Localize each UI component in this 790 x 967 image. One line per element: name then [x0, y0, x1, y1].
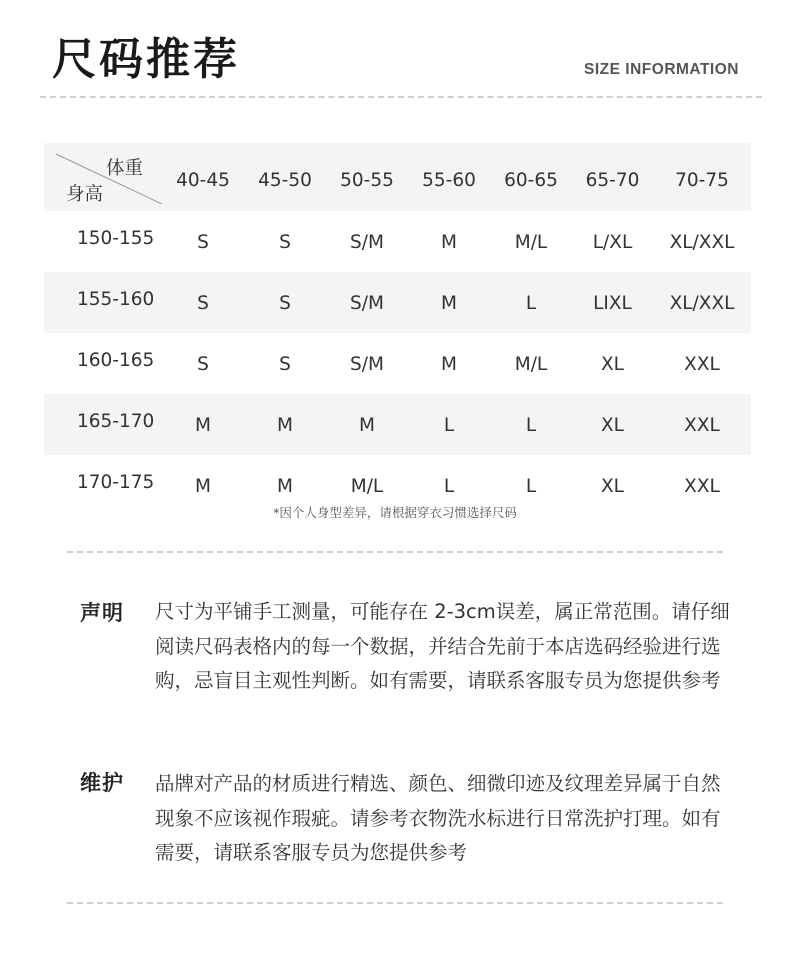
size-cell: L: [443, 476, 455, 497]
divider-bottom: [67, 902, 723, 904]
size-cell: S: [197, 354, 209, 375]
table-header-row: [44, 143, 751, 211]
size-table: [44, 143, 751, 516]
declaration-label: 声明: [80, 601, 124, 625]
size-cell: L: [490, 272, 572, 333]
size-cell: S/M: [326, 272, 408, 333]
height-cell: 170-175: [77, 472, 155, 493]
size-cell: S/M: [350, 354, 384, 375]
weight-axis-label: 体重: [106, 158, 144, 179]
size-cell: M: [408, 272, 490, 333]
size-cell: S: [279, 232, 291, 253]
divider-middle: [67, 551, 723, 553]
height-cell: 155-160: [44, 272, 162, 333]
table-row: [44, 211, 751, 272]
size-cell: S/M: [350, 232, 384, 253]
size-cell: M/L: [350, 476, 384, 497]
weight-column-header: 65-70: [572, 143, 653, 211]
size-cell: S: [279, 354, 291, 375]
size-cell: LIXL: [572, 272, 653, 333]
page-subtitle: SIZE INFORMATION: [584, 61, 739, 78]
size-cell: S: [162, 272, 244, 333]
size-cell: L: [525, 476, 537, 497]
size-cell: XL: [601, 354, 624, 375]
divider-top: [40, 96, 762, 98]
size-cell: M: [195, 476, 211, 497]
height-cell: 150-155: [77, 228, 155, 249]
size-cell: M: [326, 394, 408, 455]
size-cell: L: [408, 394, 490, 455]
size-cell: XXL: [684, 354, 720, 375]
height-cell: 160-165: [77, 350, 155, 371]
weight-column-header: 55-60: [408, 143, 490, 211]
weight-column-header: 50-55: [326, 143, 408, 211]
size-cell: S: [244, 272, 326, 333]
height-axis-label: 身高: [66, 184, 104, 205]
table-row: [44, 394, 751, 455]
size-note: *因个人身型差异，请根据穿衣习惯选择尺码: [273, 505, 517, 520]
height-cell: 165-170: [44, 394, 162, 455]
table-corner-cell: [44, 143, 162, 211]
size-cell: M: [441, 232, 457, 253]
size-cell: XL: [601, 476, 624, 497]
size-cell: XXL: [653, 394, 751, 455]
care-text: 品牌对产品的材质进行精选、颜色、细微印迹及纹理差异属于自然现象不应该视作瑕疵。请参考衣物洗水标进行日常洗护打理。如有需要，请联系客服专员为您提供参考: [155, 772, 721, 864]
weight-column-header: 40-45: [162, 143, 244, 211]
size-cell: M/L: [514, 354, 548, 375]
size-cell: M: [162, 394, 244, 455]
size-cell: M: [441, 354, 457, 375]
care-label: 维护: [80, 771, 124, 795]
size-cell: XL/XXL: [669, 232, 735, 253]
weight-column-header: 60-65: [490, 143, 572, 211]
weight-column-header: 70-75: [653, 143, 751, 211]
size-cell: L: [490, 394, 572, 455]
size-cell: L/XL: [592, 232, 633, 253]
table-row: [44, 272, 751, 333]
weight-column-header: 45-50: [244, 143, 326, 211]
size-cell: XL: [572, 394, 653, 455]
size-cell: M/L: [514, 232, 548, 253]
table-row: [44, 333, 751, 394]
declaration-text: 尺寸为平铺手工测量，可能存在 2-3cm误差，属正常范围。请仔细阅读尺码表格内的每一个数据，并结合先前于本店选码经验进行选购，忌盲目主观性判断。如有需要，请联系客服专员为您提供参考: [155, 600, 730, 692]
size-cell: S: [197, 232, 209, 253]
page-title: 尺码推荐: [52, 34, 240, 85]
size-cell: M: [244, 394, 326, 455]
size-cell: M: [277, 476, 293, 497]
size-cell: XXL: [684, 476, 720, 497]
size-cell: XL/XXL: [653, 272, 751, 333]
